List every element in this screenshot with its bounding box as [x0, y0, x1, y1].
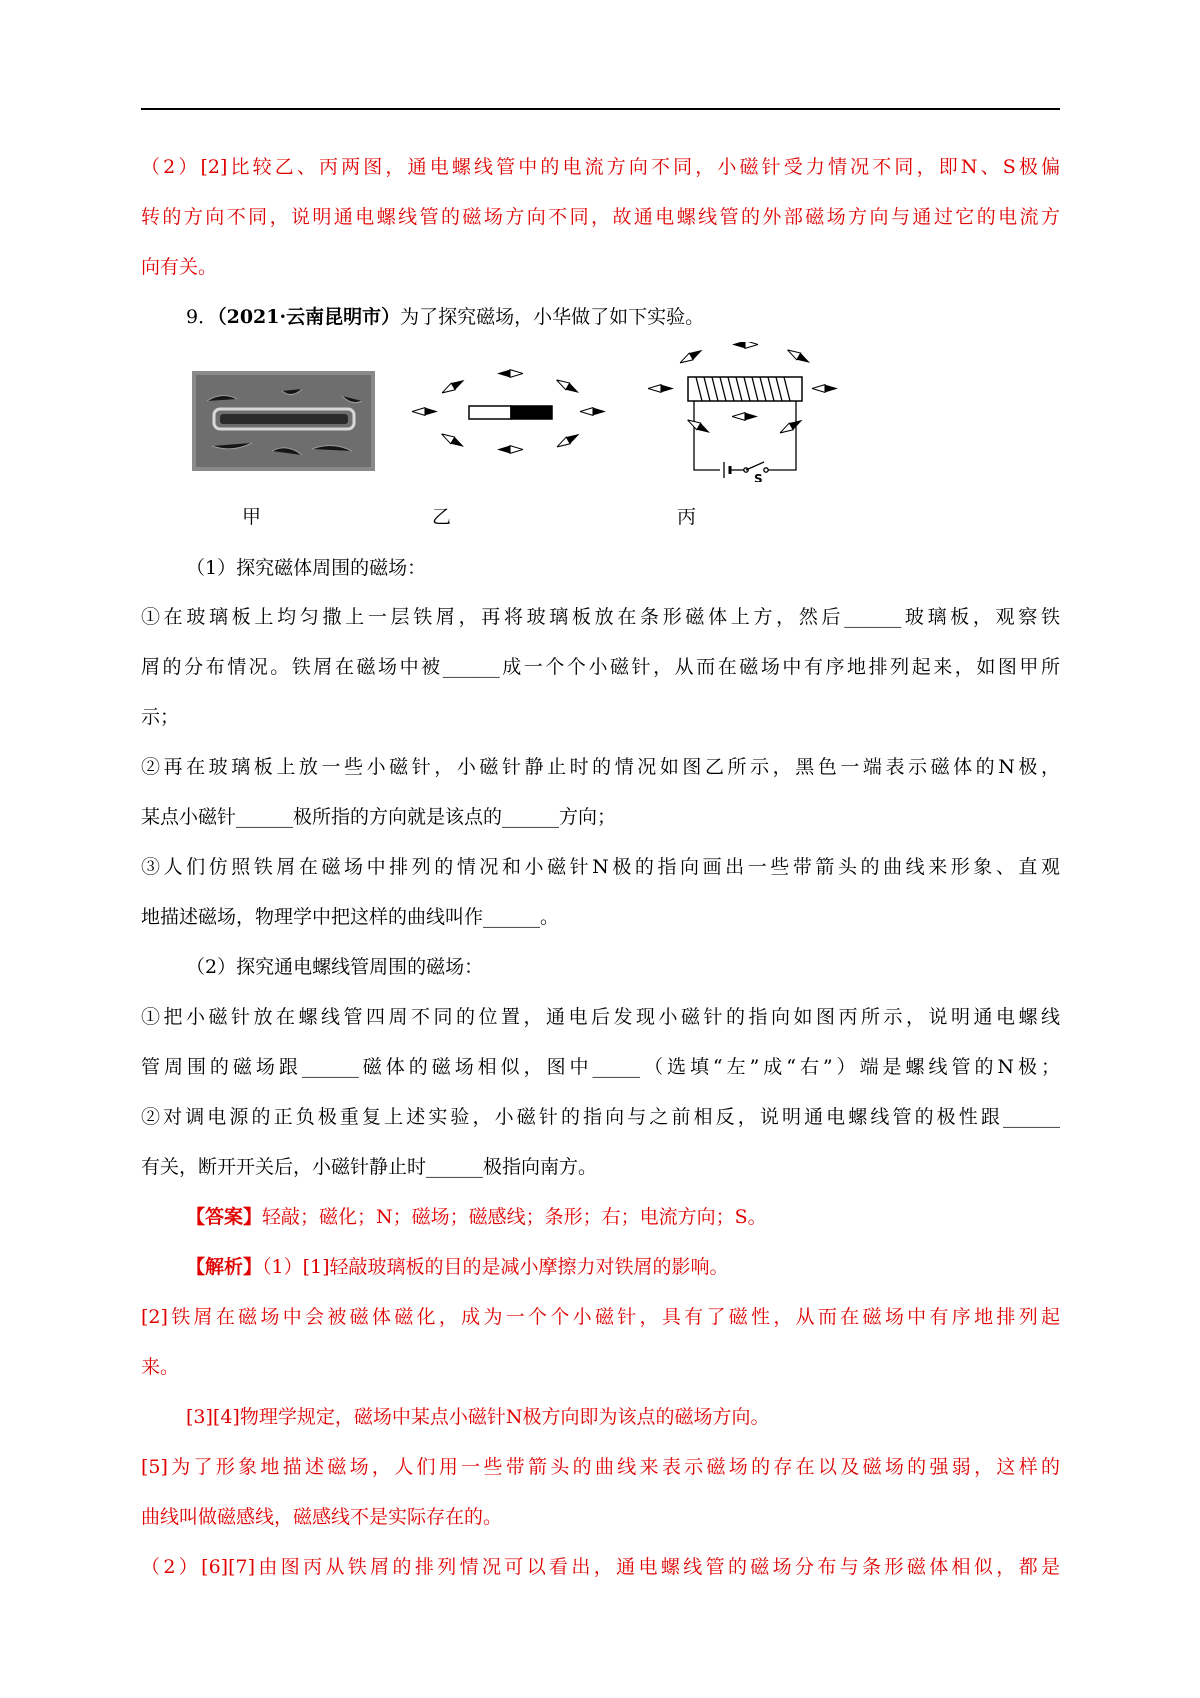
- figure-caption-jia: 甲: [242, 506, 262, 528]
- header-rule: [141, 108, 1060, 110]
- question-heading: [186, 305, 1105, 329]
- question-line: 地描述磁场，物理学中把这样的曲线叫作______。: [141, 906, 560, 928]
- part2-title: （2）探究通电螺线管周围的磁场：: [186, 956, 484, 978]
- analysis-line: （2）[6][7]由图丙从铁屑的排列情况可以看出，通电螺线管的磁场分布与条形磁体相似，都是: [141, 1556, 1060, 1578]
- question-line: 示；: [141, 706, 180, 728]
- question-line: ③人们仿照铁屑在磁场中排列的情况和小磁针N极的指向画出一些带箭头的曲线来形象、直观: [141, 856, 1060, 878]
- figure-bing-solenoid: [646, 342, 851, 482]
- analysis-line: 来。: [141, 1356, 180, 1378]
- analysis-line: [3][4]物理学规定，磁场中某点小磁针N极方向即为该点的磁场方向。: [186, 1406, 770, 1428]
- question-line: 某点小磁针______极所指的方向就是该点的______方向；: [141, 806, 617, 828]
- question-line: 有关，断开开关后，小磁针静止时______极指向南方。: [141, 1156, 598, 1178]
- question-line: ②对调电源的正负极重复上述实验，小磁针的指向与之前相反，说明通电螺线管的极性跟______: [141, 1106, 1060, 1128]
- figure-yi-bar-magnet: [410, 360, 610, 465]
- figure-caption-yi: 乙: [432, 506, 452, 528]
- question-stem: 为了探究磁场，小华做了如下实验。: [400, 306, 705, 328]
- prev-explanation-line: （2）[2]比较乙、丙两图，通电螺线管中的电流方向不同，小磁针受力情况不同，即N、S极偏: [141, 156, 1060, 178]
- question-line: 屑的分布情况。铁屑在磁场中被______成一个个小磁针，从而在磁场中有序地排列起来，如图甲所: [141, 656, 1060, 678]
- switch-label: S: [754, 472, 763, 482]
- analysis-text: （1）[1]轻敲玻璃板的目的是减小摩擦力对铁屑的影响。: [262, 1256, 729, 1278]
- question-line: ①在玻璃板上均匀撒上一层铁屑，再将玻璃板放在条形磁体上方，然后______玻璃板，观察铁: [141, 606, 1060, 628]
- bar-magnet-n-end: [511, 406, 552, 419]
- analysis-line: [2]铁屑在磁场中会被磁体磁化，成为一个个小磁针，具有了磁性，从而在磁场中有序地排列起: [141, 1306, 1060, 1328]
- prev-explanation-line: 转的方向不同，说明通电螺线管的磁场方向不同，故通电螺线管的外部磁场方向与通过它的电流方: [141, 206, 1060, 228]
- answer-text: 轻敲；磁化；N；磁场；磁感线；条形；右；电流方向；S。: [262, 1206, 767, 1228]
- question-source: （2021·云南昆明市）: [217, 306, 401, 328]
- question-line: ①把小磁针放在螺线管四周不同的位置，通电后发现小磁针的指向如图丙所示，说明通电螺线: [141, 1006, 1060, 1028]
- figure-jia-iron-filings: [192, 371, 375, 471]
- prev-explanation-line: 向有关。: [141, 256, 218, 278]
- question-number: 9．: [186, 306, 218, 328]
- analysis-line: [186, 1255, 1105, 1279]
- analysis-line: 曲线叫做磁感线，磁感线不是实际存在的。: [141, 1506, 503, 1528]
- analysis-line: [5]为了形象地描述磁场，人们用一些带箭头的曲线来表示磁场的存在以及磁场的强弱，这样的: [141, 1456, 1060, 1478]
- analysis-label: 【解析】: [186, 1256, 263, 1278]
- answer-line: [186, 1205, 1105, 1229]
- answer-label: 【答案】: [186, 1206, 263, 1228]
- part1-title: （1）探究磁体周围的磁场：: [186, 557, 427, 579]
- question-line: 管周围的磁场跟______磁体的磁场相似，图中_____（选填“左”成“右”）端是螺线管的N极；: [141, 1056, 1060, 1078]
- bar-magnet-s-end: [469, 406, 511, 419]
- figure-caption-bing: 丙: [677, 506, 697, 528]
- question-line: ②再在玻璃板上放一些小磁针，小磁针静止时的情况如图乙所示，黑色一端表示磁体的N极，: [141, 756, 1060, 778]
